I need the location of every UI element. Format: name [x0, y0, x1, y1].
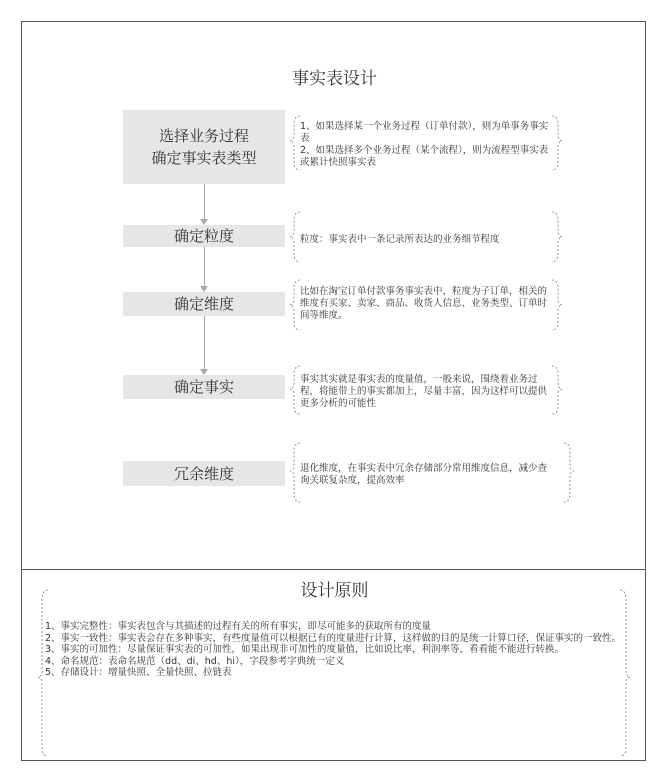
principles-title: 设计原则 — [300, 581, 369, 601]
brace-right-2 — [552, 212, 562, 262]
brace-left-2 — [290, 212, 300, 262]
principle-item: 1、事实完整性：事实表包含与其描述的过程有关的所有事实，即尽可能多的获取所有的度量 — [45, 621, 432, 632]
step-fact: 确定事实 — [123, 375, 285, 399]
principle-item: 5、存储设计：增量快照、全量快照、拉链表 — [45, 667, 232, 678]
note-redundant-dimension: 退化维度，在事实表中冗余存储部分常用维度信息，减少查询关联复杂度，提高效率 — [300, 463, 548, 486]
brace-right-1 — [552, 116, 562, 170]
main-title: 事实表设计 — [292, 69, 377, 89]
principle-item: 2、事实一致性：事实表会存在多种事实，有些度量值可以根据已有的度量进行计算，这样做的目的是统一计算口径，保证事实的一致性。 — [45, 632, 622, 644]
brace-right-4 — [552, 366, 562, 414]
note-granularity: 粒度：事实表中一条记录所表达的业务细节程度 — [300, 234, 500, 245]
step-dimension: 确定维度 — [123, 292, 285, 316]
brace-left-5 — [290, 443, 300, 502]
principles-list — [45, 621, 630, 679]
step-granularity: 确定粒度 — [123, 225, 285, 247]
step-select-process: 选择业务过程 确定事实表类型 — [123, 110, 285, 184]
brace-right-5 — [564, 443, 574, 502]
note-dimension: 比如在淘宝订单付款事务事实表中，粒度为子订单，相关的维度有买家、卖家、商品、收货人信息、业务类型、订单时间等维度。 — [300, 286, 548, 321]
brace-left-4 — [290, 366, 300, 414]
principle-item: 4、命名规范：表命名规范（dd、di、hd、hi），字段参考字典统一定义 — [45, 655, 345, 667]
step-redundant-dimension: 冗余维度 — [123, 461, 285, 486]
note-fact: 事实其实就是事实表的度量值，一般来说，围绕着业务过程，将能带上的事实都加上，尽量丰富，因为这样可以提供更多分析的可能性 — [300, 374, 548, 409]
principle-item: 3、事实的可加性：尽量保证事实表的可加性，如果出现非可加性的度量值，比如说比率，利润率等，看看能不能进行转换。 — [45, 644, 565, 655]
brace-left-3 — [290, 280, 300, 330]
note-select-process: 1、如果选择某一个业务过程（订单付款），则为单事务事实表 2、如果选择多个业务过程（某个流程），则为流程型事实表或累计快照事实表 — [300, 121, 549, 168]
brace-left-1 — [290, 116, 300, 170]
brace-right-3 — [552, 280, 562, 330]
